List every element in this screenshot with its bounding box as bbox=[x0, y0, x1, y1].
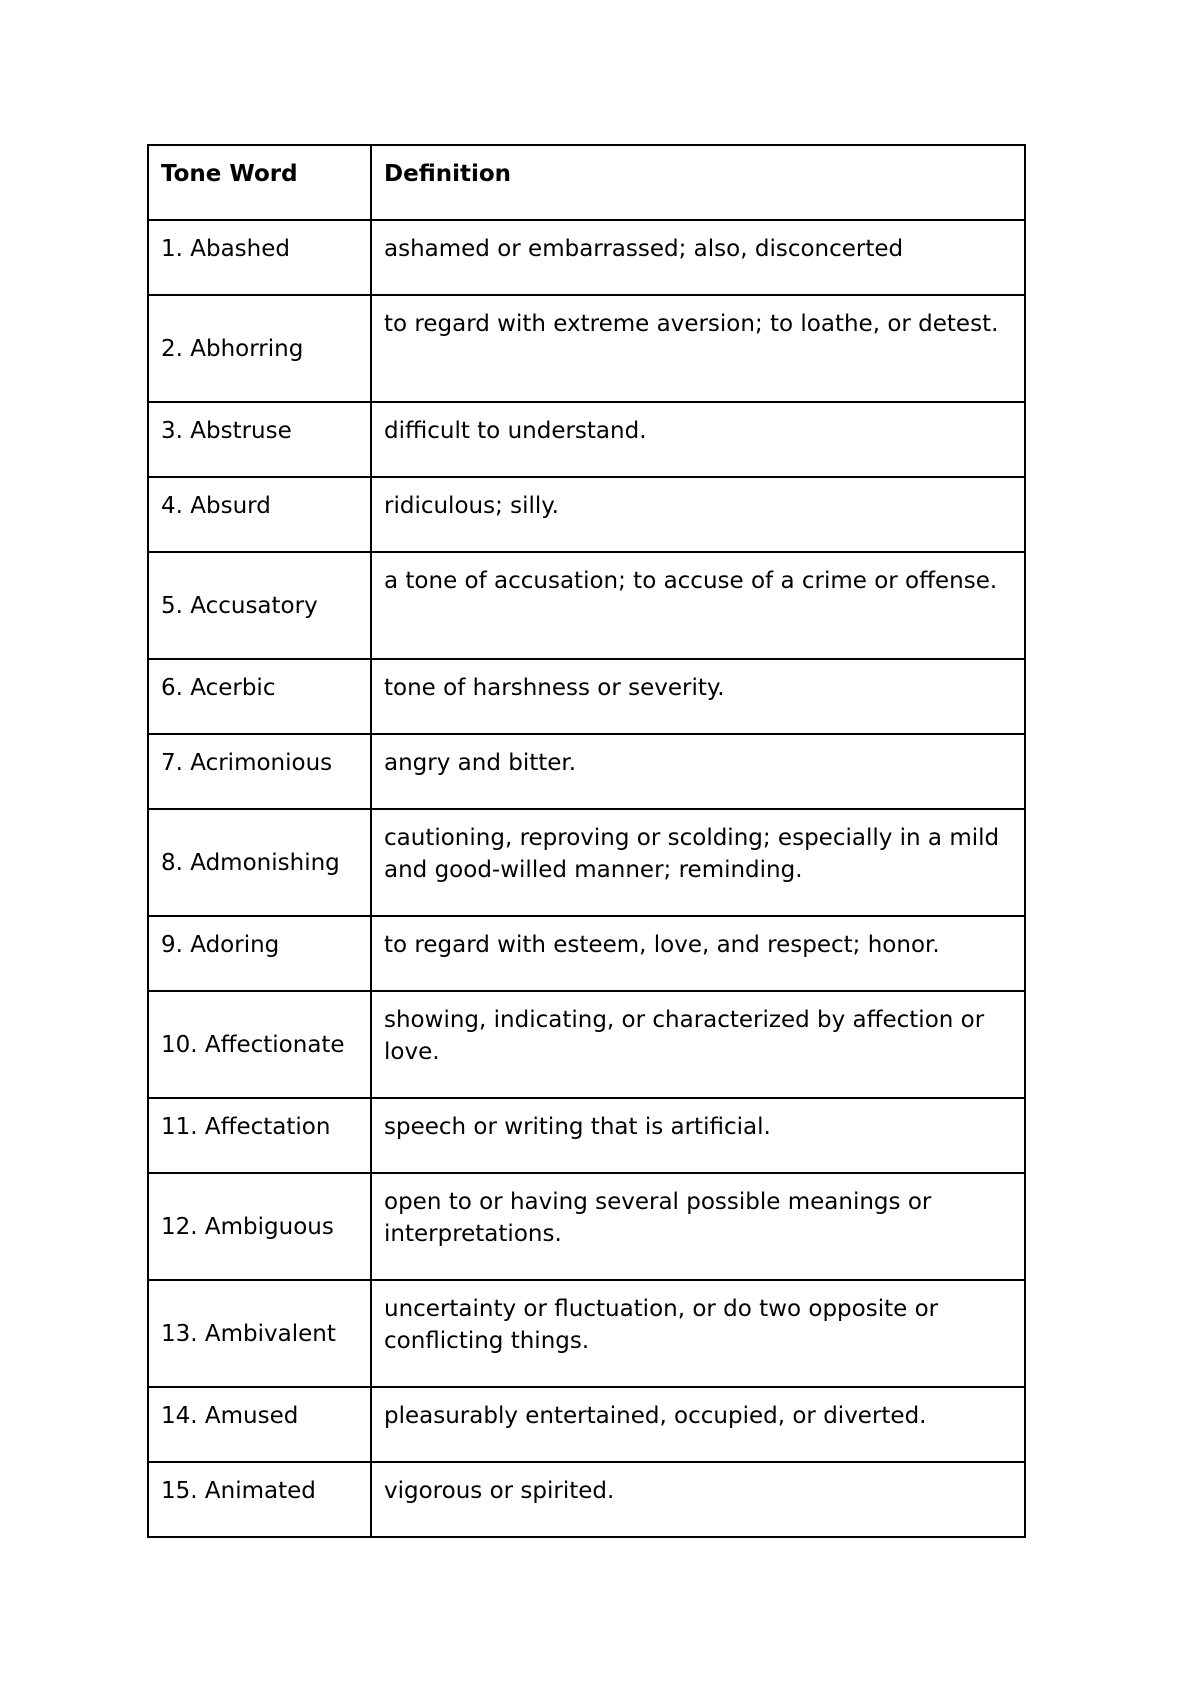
definition-cell: vigorous or spirited. bbox=[371, 1462, 1025, 1537]
table-row bbox=[148, 1098, 1025, 1173]
tone-word-cell: 5. Accusatory bbox=[148, 552, 371, 659]
definition-cell: tone of harshness or severity. bbox=[371, 659, 1025, 734]
table-row bbox=[148, 916, 1025, 991]
definition-cell: speech or writing that is artificial. bbox=[371, 1098, 1025, 1173]
tone-word-cell: 6. Acerbic bbox=[148, 659, 371, 734]
definition-cell: to regard with esteem, love, and respect; honor. bbox=[371, 916, 1025, 991]
definition-cell: ashamed or embarrassed; also, disconcerted bbox=[371, 220, 1025, 295]
definition-cell: ridiculous; silly. bbox=[371, 477, 1025, 552]
tone-word-cell: 7. Acrimonious bbox=[148, 734, 371, 809]
tone-word-cell: 4. Absurd bbox=[148, 477, 371, 552]
definition-cell: angry and bitter. bbox=[371, 734, 1025, 809]
tone-word-cell: 15. Animated bbox=[148, 1462, 371, 1537]
tone-word-cell: 3. Abstruse bbox=[148, 402, 371, 477]
table-row bbox=[148, 552, 1025, 659]
header-definition: Definition bbox=[371, 145, 1025, 220]
tone-word-cell: 13. Ambivalent bbox=[148, 1280, 371, 1387]
tone-word-cell: 8. Admonishing bbox=[148, 809, 371, 916]
table-row bbox=[148, 1280, 1025, 1387]
table-row bbox=[148, 477, 1025, 552]
table-row bbox=[148, 1462, 1025, 1537]
definition-cell: to regard with extreme aversion; to loathe, or detest. bbox=[371, 295, 1025, 402]
tone-word-cell: 14. Amused bbox=[148, 1387, 371, 1462]
definition-cell: difficult to understand. bbox=[371, 402, 1025, 477]
table-row bbox=[148, 991, 1025, 1098]
tone-word-cell: 9. Adoring bbox=[148, 916, 371, 991]
table-row bbox=[148, 402, 1025, 477]
definition-cell: pleasurably entertained, occupied, or diverted. bbox=[371, 1387, 1025, 1462]
definition-cell: a tone of accusation; to accuse of a crime or offense. bbox=[371, 552, 1025, 659]
table-row bbox=[148, 809, 1025, 916]
definition-cell: showing, indicating, or characterized by affection or love. bbox=[371, 991, 1025, 1098]
definition-cell: cautioning, reproving or scolding; especially in a mild and good-willed manner; reminding. bbox=[371, 809, 1025, 916]
table-header-row bbox=[148, 145, 1025, 220]
definition-cell: open to or having several possible meanings or interpretations. bbox=[371, 1173, 1025, 1280]
table-row bbox=[148, 659, 1025, 734]
definition-cell: uncertainty or fluctuation, or do two opposite or conflicting things. bbox=[371, 1280, 1025, 1387]
table-row bbox=[148, 220, 1025, 295]
tone-word-cell: 11. Affectation bbox=[148, 1098, 371, 1173]
tone-word-cell: 12. Ambiguous bbox=[148, 1173, 371, 1280]
table-row bbox=[148, 1387, 1025, 1462]
tone-word-table bbox=[147, 144, 1026, 1538]
tone-word-cell: 1. Abashed bbox=[148, 220, 371, 295]
header-tone-word: Tone Word bbox=[148, 145, 371, 220]
tone-word-cell: 2. Abhorring bbox=[148, 295, 371, 402]
tone-word-cell: 10. Affectionate bbox=[148, 991, 371, 1098]
table-row bbox=[148, 1173, 1025, 1280]
table-row bbox=[148, 734, 1025, 809]
table-row bbox=[148, 295, 1025, 402]
